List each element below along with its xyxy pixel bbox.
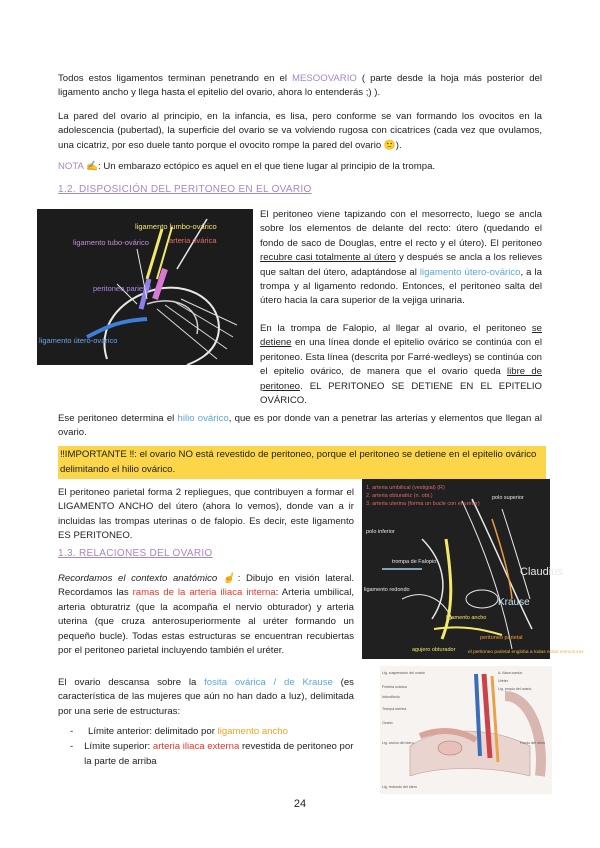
term-arteria-iliaca-interna: ramas de la arteria iliaca interna [132,587,276,599]
section-heading-1-3: 1.3. RELACIONES DEL OVARIO [58,548,213,559]
text: Ese peritoneo determina el [58,413,178,424]
label-peritoneo-parietal: peritoneo parietal [93,284,151,293]
label-peritoneo-engloba: el peritoneo parietal engloba a todas estas estructuras [468,650,584,655]
blackboard-image-relaciones [362,479,584,659]
paragraph-mesoovario [58,72,542,101]
text: , que es por donde van a penetrar las arterias y elementos que llegan al ovario. [58,413,542,439]
label-utero-ovarico: ligamento útero-ovárico [39,336,118,345]
term-hilio-ovarico: hilio ovárico [177,413,229,424]
fig-label-lig-ancho: Lig. ancho del útero [382,741,414,745]
fig-label-fondo-utero: Fondo del útero [520,741,546,745]
list-item: - Límite anterior: delimitado por ligamento ancho [70,726,288,737]
text: , a la trompa y al ligamento redondo. Entonces, el peritoneo salta del útero hacia la cara superior de la vejiga urinaria. [260,266,542,307]
fig-label-infundibulo: Infundíbulo [382,695,400,699]
text: : Dibujo en visión lateral. Recordamos las [58,573,354,599]
blackboard-drawing [37,209,253,365]
text: ( parte desde la hoja más posterior del ligamento ancho y llega hasta el epitelio del ovario, ahora lo entenderás ;) ). [58,73,542,99]
text: . EL PERITONEO SE DETIENE EN EL EPITELIO OVÁRICO. [260,380,542,407]
label-lumbo-ovarico: ligamento lumbo-ovárico [135,222,217,231]
label-peritoneo-parietal-2: peritoneo parietal [480,635,523,641]
underlined-text: recubre casi totalmente al útero [260,252,396,264]
underlined-text: libre de peritoneo [260,366,542,392]
term-ligamento-ancho: ligamento ancho [217,726,288,737]
label-krause: Krause [498,597,530,608]
fig-label-lig-suspensorio: Lig. suspensorio del ovario [382,671,425,675]
paragraph-pared-ovario: La pared del ovario al principio, en la infancia, es lisa, pero conforme se van formando los ovocitos en la adolescencia (pubertad), la superficie del ovario se va volviendo rugosa con cicatrices (cada vez que ovulamos, una cicatriz, por eso duele tanto porque el ovocito rompe la pared del ovario 🙁). [58,111,542,151]
list-item: - Límite superior: arteria iliaca externa revestida de peritoneo por la parte de arriba [70,741,354,767]
term-ligamento-utero-ovarico: ligamento útero-ovárico [419,266,521,278]
label-polo-inferior: polo inferior [366,529,395,535]
paragraph-ligamento-ancho: El peritoneo parietal forma 2 repliegues, que contribuyen a formar el LIGAMENTO ANCHO del útero (ahora lo vemos), donde van a ir incluidas las trompas uterinas o de falopio. Es decir, este ligamento ES PERITONEO. [58,487,354,542]
fig-label-ovario: Ovario [382,721,393,725]
fig-label-trompa: Trompa uterina [382,707,407,711]
label-ligamento-ancho: ligamento ancho [446,615,487,621]
note [58,160,542,174]
note-label: NOTA ✍ [58,161,99,172]
page-number: 24 [293,798,307,810]
label-ligamento-redondo: ligamento redondo [364,587,410,593]
text: Todos estos ligamentos terminan penetrando en el [58,73,292,84]
label-arteria-uterina: 3. arteria uterina (forma un bucle con el uréter) [366,501,480,507]
label-trompa: trompa de Falopio [392,559,437,565]
fig-label-ureter: Uréter [498,679,508,683]
text: En la trompa de Falopio, al llegar al ovario, el peritoneo [260,323,532,334]
text: El peritoneo viene tapizando con el mesorrecto, luego se ancla sobre los elementos de delante del recto: útero (quedando el fondo de saco de Douglas, entre el recto y el útero). El peritoneo [260,209,542,249]
label-tubo-ovarico: ligamento tubo-ovárico [73,238,149,247]
label-claudius: Claudius [520,566,563,578]
text: El ovario descansa sobre la [58,677,205,688]
paragraph-contexto-anatomico [58,572,354,658]
paragraph-peritoneo-utero [260,208,542,309]
important-callout: ‼IMPORTANTE ‼: el ovario NO está revestido de peritoneo, porque el peritoneo se detiene en el epitelio ovárico delimitando el hilio ovárico. [58,446,546,479]
label-agujero-obturador: agujero obturador [412,647,456,653]
anatomy-drawing [380,666,552,794]
text: y después se ancla a los relieves que saltan del útero, adaptándose al [260,252,543,278]
fig-label-lig-propio: Lig. propio del ovario [498,687,532,691]
text: : Arteria umbilical, arteria obturatriz (que la acompaña el nervio obturador) y arteria uterina (que cruza anterosuperiormente al uréter formando un pequeño bucle). Todas estas estructuras se encuentran recubiertas por el peritoneo parietal incluyendo también el uréter. [58,587,354,657]
text: en una línea donde el epitelio ovárico se continúa con el peritoneo. Esta línea (descrita por Farré-wedleys) se continúa con el epitelio ovárico, de manera que el ovario queda [260,337,542,378]
text: Límite superior: [84,741,153,753]
fig-label-fimbria: Fimbria ovárica [382,685,407,689]
text: (es característica de las mujeres que aún no han dado a luz), delimitada por una serie de estructuras: [58,677,354,717]
label-arteria-umbilical: 1. arteria umbilical (vestigial) (R) [366,485,445,491]
term-fosita-krause: fosita ovárica / de Krause [204,677,333,688]
limits-list [70,725,354,769]
underlined-text: se detiene [260,323,542,349]
paragraph-hilio-ovarico [58,412,542,441]
blackboard-drawing-2 [362,479,584,659]
label-arteria-obturatriz: 2. arteria obturatriz (n. obt.) [366,493,433,499]
section-heading-1-2: 1.2. DISPOSICIÓN DEL PERITONEO EN EL OVARIO [58,184,312,195]
blackboard-image-peritoneo [37,209,253,365]
paragraph-trompa-falopio [260,322,542,408]
anatomy-figure [380,666,552,794]
term-mesoovario: MESOOVARIO [292,73,357,84]
term-arteria-iliaca-externa: arteria iliaca externa [152,741,240,753]
note-text: : Un embarazo ectópico es aquel en el que tiene lugar al principio de la trompa. [98,161,436,172]
text: Límite anterior: delimitado por [88,726,218,737]
fig-label-lig-redondo: Lig. redondo del útero [382,785,417,789]
italic-text: Recordamos el contexto anatómico ☝ [58,573,238,584]
label-polo-superior: polo superior [492,495,524,501]
fig-label-iliaca-comun: A. iliaca común [498,671,523,675]
text: revestida de peritoneo por la parte de arriba [84,741,354,767]
label-arteria-ovarica: arteria ovárica [169,236,217,245]
paragraph-fosita-ovarica [58,676,354,719]
